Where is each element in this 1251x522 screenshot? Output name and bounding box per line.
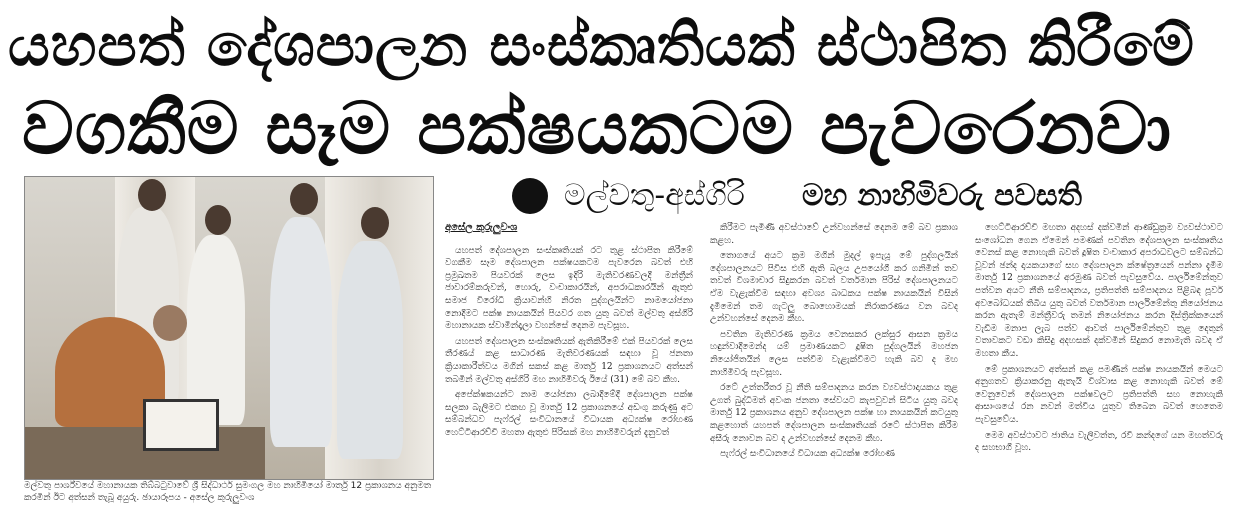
paragraph: රටේ උත්තරීතර වූ නීති සම්පාදනය කරන ව්‍යවස්ථාදායකය තුළ උගත් බුද්ධිමත් අවංක ජනතා සේවයට කැපවුවන් සිටිය යුතු බවද මාර්තු 12 ප්‍රකාශනය අනුව දේශපාලන පක්ෂ හා නායකයින් කටයුතු කළහොත් යහපත් දේශපාලන සංස්කෘතියක් රටේ ස්ථාපිත කිරීම අසීරු නොවන බව ද උන්වහන්සේ දෙනම කීහ. [710,383,958,444]
paragraph: පවතින මැතිවරණ ක්‍රමය වෙනසකර ලක්සුර ආසන ක්‍රමය හඳුන්වාදීමෙන්ද යම් ප්‍රමාණයකට දූෂිත පුද්ගලයින් මහජන නියෝජිතයින් ලෙස පත්වීම වැළැක්වීමට හැකි බව ද මහ නාහිමිවරු පැවසූහ. [710,329,958,378]
paragraph: කිරීමට පැමිණි අවස්ථාවේ උන්වහන්සේ දෙනම මේ බව ප්‍රකාශ කළහ. [710,223,958,246]
paragraph: හෙට්ටිආරච්චි මහතා අදහස් දක්වමින් ආණ්ඩුක්‍රම ව්‍යවස්ථාවට සංශෝධන ගෙන ඒමෙන් පමණක් පවතින දේශපාලන සංස්කෘතිය වෙනස් කළ නොහැකි බවත් දූෂිත වංචාකාර අපරාධවලට සම්බන්ධ වූවන් ඡන්ද දායකයාගේ සහ දේශපාලන ක්ෂේත්‍රයෙන් පන්නා දැමීම මාර්තු 12 ප්‍රකාශනයේ අරමුණ බවත් පැවසුවේය. පාර්ලිමේන්තුව පත්වන අයට නීති සම්පාදනය, ප්‍රතිපත්ති සම්පාදනය පිළිබඳ පූර්ව අවබෝධයක් තිබිය යුතු බවත් වර්තමාන පාර්ලිමේන්තු නියෝජනය කරන ඇතැම් මන්ත්‍රීවරු තමන් නියෝජනය කරන දිස්ත්‍රික්කයෙන් වැඩිම මනාප ලැබ පත්ව ආවත් පාර්ලිමේන්තුව තුළ දෙතුන් වතාවකට වඩා කිසිදු අදහසක් දක්වමින් සිදුකර නොමැති බවද ඒ මහතා කීය. [975,223,1223,359]
paragraph: මෙම අවස්ථාවට ජාතිය වැලිවත්ත, රවී කන්දගේ යන මහත්වරු ද සහභාගී වූහ. [975,430,1223,454]
article-column-1 [445,222,693,514]
article-column-3 [975,222,1223,514]
news-photo [24,176,434,480]
subheadline-bold: මහ නාහිමිවරු පවසති [802,178,1082,213]
paragraph: අපේක්ෂකයන්ට නාම යෝජනා ලබාදීමේදී දේශපාලන පක්ෂ සලකා බැලිමට එකඟ වූ මාර්තු 12 ප්‍රකාශනයේ අඩංගු කරුණු අට සම්බන්ධව පැෆ්රල් සංවිධානයේ විධායක අධ්‍යක්ෂ රෝහණ හෙට්ටිආරච්චි මහතා ඇතුළු පිරිසක් මහ නාහිමිවරුන් දැනුවත් [445,390,693,438]
paragraph: මේ ප්‍රකාශනයට අත්සන් කළ පමණින් පක්ෂ නායකයින් මෙයට අනුගතව ක්‍රියාකරනු ඇතැයි විශ්වාස කළ නොහැකි බවත් මේ වෙනුවෙන් දේශපාලන පක්ෂවලට ප්‍රතිපත්ති සහ නොහැකි ආසාංශයේ රන නවන් මත්වීය යුතුව තිබෙන බවත් හෙතෙම පැවසුවේය. [975,364,1223,425]
subheadline [512,176,1232,216]
paragraph: යහපත් දේශපාලන සංස්කෘතියක් ඇතිකිරීමේ එක් පියවරක් ලෙස තීරණය් කළ සාධාරණ මැතිවරණයක් සඳහා වූ ජනතා ක්‍රියාකාරීත්වය මගින් සකස් කළ මාර්තු 12 ප්‍රකාශනයට අත්සන් තබමින් මල්වතු අස්ගිරි මහ නාහිමිවරු ඊයේ (31) මේ බව කීහ. [445,336,693,385]
paragraph: යහපත් දේශපාලන සංස්කෘතියක් රට තුළ ස්ථාපිත කිරීමේ වගකීම සෑම දේශපාලන පක්ෂයකටම පැවරෙන බවත් එහි ප්‍රමුඛතම පියවරක් ලෙස ඉදිරි මැතිවරණවලදී මන්ත්‍රීන් ජාවාරම්කරුවන්, හොරු, වංචාකාරයින්, අපරාධකාරයින් ඇතුළු සමාජ විරෝධී ක්‍රියාවන්හි නිරත පුද්ගලයින්ට නාමයෝජනා නොදීමට පක්ෂ නායකයින් පියවර ගත යුතු බවත් මල්වතු අස්ගිරි මහානායක ස්වාමීන්දෑලා වහන්සේ දෙනම පැවසූහ. [445,245,693,332]
paragraph: තොගයේ අයට ක්‍රම මගින් මුදල් ඉපැයූ මේ පුද්ගලයින් දේශපාලනයට පිවිස එහි ඇති බලය උපයෝගී කර ගනිමින් තව තවත් විශමාචාර සිදුකරන බවත් වර්තමාන පිරිස් දේශපාලනයට ඒම වැළැක්වීම සඳහා අවශ්‍ය බාධකය පක්ෂ නායකයින් විසින් දැමීමෙන් තම ගැටලු බොහොමයක් නිරාකරණය වන බවද උන්වහන්සේ දෙනම කීහ. [710,251,958,325]
paragraph: පැෆ්රල් සංවිධානයේ විධායක අධ්‍යක්ෂ රෝහණ [720,449,895,460]
bullet-icon [512,178,548,214]
headline-line-1: යහපත් දේශපාලන සංස්කෘතියක් ස්ථාපිත කිරීමේ [8,11,1195,79]
byline: අසේල කුරුලුවංශ [445,222,518,233]
article-body [445,222,1225,514]
photo-caption: මල්වතු පාර්ශ්වයේ මහානායක තිබ්බටුවාවේ ශ්‍රී සිද්ධාර්ථ සුමංගල මහ නාහිමියෝ මාර්තු 12 ප්‍රකාශනය අනුමත කරමින් ඊට අත්සන් තැබූ අයුරු. ඡායාරූපය - අසේල කුරුලුවංශ [24,481,432,503]
subheadline-light: මල්වතු-අස්ගිරි [564,178,745,213]
headline-line-2: වගකීම සෑම පක්ෂයකටම පැවරෙනවා [22,86,1173,170]
article-column-2 [710,222,958,514]
